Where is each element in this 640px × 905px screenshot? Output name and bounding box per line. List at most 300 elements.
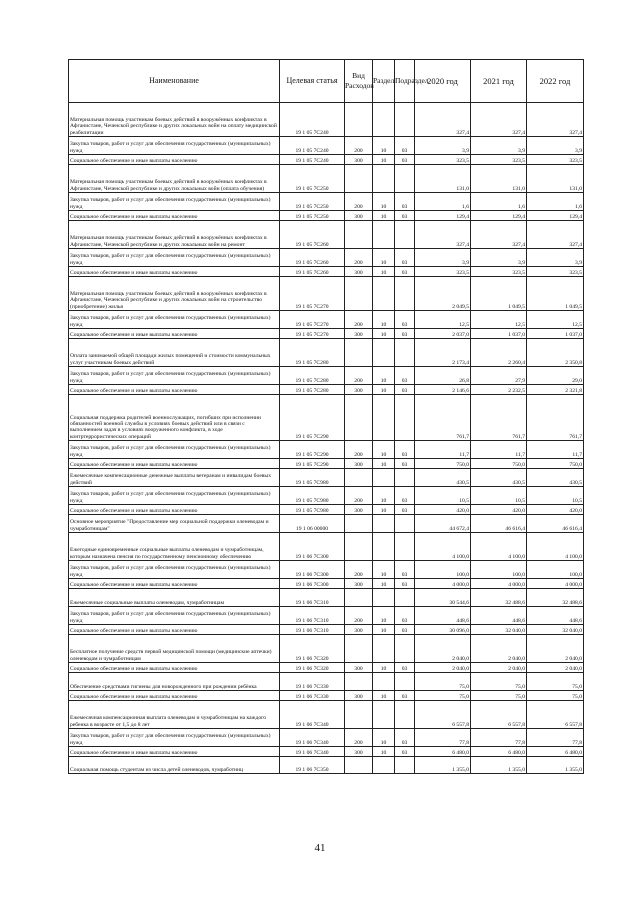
- row-value-2020: 2 146,6: [415, 385, 471, 395]
- row-expense-kind: 200: [345, 607, 373, 625]
- row-subsection: [395, 533, 415, 561]
- row-value-2022: 131,0: [527, 165, 584, 193]
- row-target-code: 19 1 06 7С330: [280, 691, 345, 701]
- row-section: [373, 701, 395, 729]
- row-expense-kind: 300: [345, 155, 373, 165]
- row-value-2021: 750,0: [471, 459, 527, 469]
- row-value-2021: 761,7: [471, 395, 527, 441]
- row-subsection: 03: [395, 155, 415, 165]
- row-subsection: 03: [395, 579, 415, 589]
- row-value-2020: 323,5: [415, 155, 471, 165]
- table-row: [69, 729, 584, 747]
- row-section: [373, 533, 395, 561]
- row-section: 10: [373, 747, 395, 757]
- row-value-2021: 12,5: [471, 311, 527, 329]
- table-row: [69, 487, 584, 505]
- row-value-2020: 2 040,0: [415, 663, 471, 673]
- row-section: [373, 221, 395, 249]
- table-row: [69, 339, 584, 367]
- table-row: [69, 137, 584, 155]
- row-subsection: [395, 589, 415, 607]
- row-target-code: 19 1 05 7С250: [280, 211, 345, 221]
- row-value-2021: 75,0: [471, 691, 527, 701]
- header-year-2021: 2021 год: [471, 60, 527, 103]
- row-value-2020: 6 557,8: [415, 701, 471, 729]
- row-name: Социальное обеспечение и иные выплаты населению: [69, 267, 280, 277]
- row-section: [373, 673, 395, 691]
- row-value-2020: 30 096,0: [415, 625, 471, 635]
- row-value-2021: 4 100,0: [471, 533, 527, 561]
- row-value-2022: 2 040,0: [527, 635, 584, 663]
- row-name: Социальная поддержка родителей военнослужащих, погибших при исполнении обязанностей военной службы в условиях боевых действий или в связи с выполнением задач в условиях вооруженного конфликта, в ходе контртеррористических операций: [69, 395, 280, 441]
- row-section: [373, 635, 395, 663]
- row-section: 10: [373, 193, 395, 211]
- row-value-2020: 2 173,4: [415, 339, 471, 367]
- row-expense-kind: [345, 165, 373, 193]
- row-name: Ежегодные единовременные социальные выплаты оленеводам и чумработницам, которым назначена пенсия по государственному пенсионному обеспечению: [69, 533, 280, 561]
- row-name: Социальное обеспечение и иные выплаты населению: [69, 579, 280, 589]
- row-subsection: [395, 277, 415, 311]
- row-expense-kind: 200: [345, 249, 373, 267]
- header-year-2022: 2022 год: [527, 60, 584, 103]
- table-row: [69, 747, 584, 757]
- row-expense-kind: [345, 395, 373, 441]
- row-section: [373, 339, 395, 367]
- header-section: Раздел: [373, 60, 395, 103]
- row-value-2021: 10,5: [471, 487, 527, 505]
- page-number: 41: [314, 842, 326, 854]
- row-section: [373, 277, 395, 311]
- table-row: [69, 193, 584, 211]
- table-row: [69, 469, 584, 487]
- row-name: Закупка товаров, работ и услуг для обеспечения государственных (муниципальных) нужд: [69, 311, 280, 329]
- row-expense-kind: [345, 103, 373, 137]
- table-row: [69, 311, 584, 329]
- row-value-2020: 11,7: [415, 441, 471, 459]
- header-name: Наименование: [69, 60, 280, 103]
- row-name: Социальная помощь студентам из числа детей оленеводов, чумработниц: [69, 757, 280, 774]
- row-name: Социальное обеспечение и иные выплаты населению: [69, 385, 280, 395]
- row-value-2021: 327,4: [471, 103, 527, 137]
- row-value-2022: 750,0: [527, 459, 584, 469]
- row-value-2020: 75,0: [415, 673, 471, 691]
- row-value-2020: 420,0: [415, 505, 471, 515]
- table-row: [69, 589, 584, 607]
- row-section: 10: [373, 385, 395, 395]
- row-target-code: 19 1 05 7С280: [280, 339, 345, 367]
- row-name: Материальная помощь участникам боевых действий в вооружённых конфликтах в Афганистане, Чеченской республике и других локальных войн на строительство (приобретение) жилья: [69, 277, 280, 311]
- table-row: [69, 459, 584, 469]
- row-target-code: 19 1 06 7С300: [280, 579, 345, 589]
- row-target-code: 19 1 05 7С260: [280, 221, 345, 249]
- row-value-2020: 77,8: [415, 729, 471, 747]
- row-expense-kind: 300: [345, 211, 373, 221]
- row-target-code: 19 1 05 7С270: [280, 277, 345, 311]
- row-value-2020: 3,9: [415, 137, 471, 155]
- row-value-2021: 323,5: [471, 267, 527, 277]
- row-subsection: 03: [395, 729, 415, 747]
- row-value-2022: 6 557,8: [527, 701, 584, 729]
- row-value-2020: 12,5: [415, 311, 471, 329]
- row-name: Социальное обеспечение и иные выплаты населению: [69, 505, 280, 515]
- row-target-code: 19 1 05 7С250: [280, 165, 345, 193]
- row-value-2022: 4 000,0: [527, 579, 584, 589]
- row-value-2020: 129,4: [415, 211, 471, 221]
- row-value-2020: 323,5: [415, 267, 471, 277]
- table-row: [69, 211, 584, 221]
- row-value-2021: 430,5: [471, 469, 527, 487]
- row-section: 10: [373, 561, 395, 579]
- row-target-code: 19 1 05 7С260: [280, 267, 345, 277]
- row-target-code: 19 1 06 7С300: [280, 561, 345, 579]
- row-subsection: 03: [395, 267, 415, 277]
- row-name: Социальное обеспечение и иные выплаты населению: [69, 747, 280, 757]
- row-value-2021: 2 040,0: [471, 635, 527, 663]
- row-value-2022: 420,0: [527, 505, 584, 515]
- row-subsection: [395, 103, 415, 137]
- row-value-2022: 12,5: [527, 311, 584, 329]
- row-value-2021: 32 040,0: [471, 625, 527, 635]
- row-section: [373, 103, 395, 137]
- row-value-2022: 761,7: [527, 395, 584, 441]
- row-section: [373, 515, 395, 533]
- row-expense-kind: [345, 757, 373, 774]
- row-value-2022: 1 037,0: [527, 329, 584, 339]
- table-row: [69, 533, 584, 561]
- row-subsection: 03: [395, 329, 415, 339]
- row-section: 10: [373, 441, 395, 459]
- row-value-2022: 3,9: [527, 137, 584, 155]
- table-row: [69, 673, 584, 691]
- row-expense-kind: 200: [345, 729, 373, 747]
- row-subsection: 03: [395, 747, 415, 757]
- row-value-2021: 2 232,5: [471, 385, 527, 395]
- row-expense-kind: [345, 701, 373, 729]
- row-expense-kind: [345, 533, 373, 561]
- row-expense-kind: 300: [345, 459, 373, 469]
- row-value-2022: 100,0: [527, 561, 584, 579]
- row-target-code: 19 1 06 00000: [280, 515, 345, 533]
- row-subsection: 03: [395, 137, 415, 155]
- row-target-code: 19 1 05 7С980: [280, 505, 345, 515]
- row-expense-kind: 300: [345, 663, 373, 673]
- row-section: 10: [373, 691, 395, 701]
- row-name: Закупка товаров, работ и услуг для обеспечения государственных (муниципальных) нужд: [69, 487, 280, 505]
- row-section: [373, 589, 395, 607]
- row-name: Материальная помощь участникам боевых действий в вооружённых конфликтах в Афганистане, Чеченской республике и других локальных войн на ремонт: [69, 221, 280, 249]
- row-name: Ежемесячные компенсационные денежные выплаты ветеранам и инвалидам боевых действий: [69, 469, 280, 487]
- table-row: [69, 757, 584, 774]
- row-value-2022: 10,5: [527, 487, 584, 505]
- row-section: 10: [373, 329, 395, 339]
- row-value-2022: 1 355,0: [527, 757, 584, 774]
- row-value-2021: 2 040,0: [471, 663, 527, 673]
- row-value-2021: 327,4: [471, 221, 527, 249]
- row-name: Социальное обеспечение и иные выплаты населению: [69, 691, 280, 701]
- row-value-2021: 6 557,8: [471, 701, 527, 729]
- row-value-2020: 4 100,0: [415, 533, 471, 561]
- row-section: 10: [373, 579, 395, 589]
- row-expense-kind: [345, 673, 373, 691]
- table-row: [69, 249, 584, 267]
- row-value-2021: 6 480,0: [471, 747, 527, 757]
- row-subsection: 03: [395, 211, 415, 221]
- row-value-2021: 27,9: [471, 367, 527, 385]
- row-target-code: 19 1 05 7С280: [280, 367, 345, 385]
- row-target-code: 19 1 05 7С280: [280, 385, 345, 395]
- row-name: Социальное обеспечение и иные выплаты населению: [69, 155, 280, 165]
- row-value-2022: 448,6: [527, 607, 584, 625]
- row-value-2021: 420,0: [471, 505, 527, 515]
- row-expense-kind: 200: [345, 441, 373, 459]
- table-row: [69, 515, 584, 533]
- table-row: [69, 267, 584, 277]
- row-name: Закупка товаров, работ и услуг для обеспечения государственных (муниципальных) нужд: [69, 561, 280, 579]
- row-target-code: 19 1 06 7С300: [280, 533, 345, 561]
- row-section: 10: [373, 625, 395, 635]
- table-row: [69, 367, 584, 385]
- row-target-code: 19 1 05 7С250: [280, 193, 345, 211]
- row-value-2020: 750,0: [415, 459, 471, 469]
- row-target-code: 19 1 06 7С320: [280, 663, 345, 673]
- row-target-code: 19 1 06 7С310: [280, 589, 345, 607]
- row-value-2020: 6 480,0: [415, 747, 471, 757]
- row-subsection: 03: [395, 561, 415, 579]
- table-row: [69, 395, 584, 441]
- row-value-2021: 2 260,4: [471, 339, 527, 367]
- row-value-2022: 430,5: [527, 469, 584, 487]
- header-subsection: Подраздел: [395, 60, 415, 103]
- row-value-2022: 32 040,0: [527, 625, 584, 635]
- row-target-code: 19 1 05 7С290: [280, 395, 345, 441]
- row-value-2022: 4 100,0: [527, 533, 584, 561]
- table-row: [69, 701, 584, 729]
- row-subsection: 03: [395, 367, 415, 385]
- row-value-2020: 4 000,0: [415, 579, 471, 589]
- row-section: 10: [373, 249, 395, 267]
- row-section: 10: [373, 729, 395, 747]
- row-subsection: 03: [395, 311, 415, 329]
- row-subsection: [395, 515, 415, 533]
- row-value-2021: 131,0: [471, 165, 527, 193]
- row-subsection: 03: [395, 441, 415, 459]
- row-section: 10: [373, 311, 395, 329]
- row-value-2021: 3,9: [471, 137, 527, 155]
- row-expense-kind: 200: [345, 193, 373, 211]
- table-row: [69, 607, 584, 625]
- row-value-2021: 448,6: [471, 607, 527, 625]
- row-expense-kind: [345, 277, 373, 311]
- row-target-code: 19 1 05 7С240: [280, 155, 345, 165]
- row-name: Бесплатное получение средств первой медицинской помощи (медицинские аптечки) оленеводам и чумработницам: [69, 635, 280, 663]
- row-value-2021: 11,7: [471, 441, 527, 459]
- row-target-code: 19 1 05 7С290: [280, 459, 345, 469]
- row-subsection: 03: [395, 249, 415, 267]
- table-row: [69, 385, 584, 395]
- table-row: [69, 625, 584, 635]
- row-section: 10: [373, 211, 395, 221]
- row-value-2021: 1 049,5: [471, 277, 527, 311]
- row-target-code: 19 1 06 7С310: [280, 607, 345, 625]
- row-value-2021: 323,5: [471, 155, 527, 165]
- row-expense-kind: [345, 635, 373, 663]
- row-value-2022: 327,4: [527, 221, 584, 249]
- header-expense-kind: Вид Расходов: [345, 60, 373, 103]
- row-expense-kind: 200: [345, 367, 373, 385]
- row-name: Закупка товаров, работ и услуг для обеспечения государственных (муниципальных) нужд: [69, 193, 280, 211]
- row-target-code: 19 1 06 7С330: [280, 673, 345, 691]
- row-value-2022: 323,5: [527, 155, 584, 165]
- row-value-2022: 1 049,5: [527, 277, 584, 311]
- row-section: 10: [373, 663, 395, 673]
- row-expense-kind: [345, 515, 373, 533]
- row-section: 10: [373, 607, 395, 625]
- row-name: Социальное обеспечение и иные выплаты населению: [69, 663, 280, 673]
- row-value-2021: 32 488,6: [471, 589, 527, 607]
- row-target-code: 19 1 05 7С980: [280, 469, 345, 487]
- row-value-2021: 77,8: [471, 729, 527, 747]
- row-value-2021: 129,4: [471, 211, 527, 221]
- row-subsection: 03: [395, 487, 415, 505]
- row-value-2020: 26,8: [415, 367, 471, 385]
- row-value-2022: 6 480,0: [527, 747, 584, 757]
- row-subsection: [395, 165, 415, 193]
- row-value-2022: 29,0: [527, 367, 584, 385]
- row-subsection: [395, 221, 415, 249]
- row-value-2022: 46 616,4: [527, 515, 584, 533]
- row-section: 10: [373, 137, 395, 155]
- row-value-2020: 448,6: [415, 607, 471, 625]
- row-value-2021: 100,0: [471, 561, 527, 579]
- row-value-2022: 3,9: [527, 249, 584, 267]
- row-value-2022: 32 488,6: [527, 589, 584, 607]
- row-name: Закупка товаров, работ и услуг для обеспечения государственных (муниципальных) нужд: [69, 607, 280, 625]
- row-subsection: 03: [395, 385, 415, 395]
- row-value-2020: 327,4: [415, 103, 471, 137]
- table-row: [69, 691, 584, 701]
- row-name: Материальная помощь участникам боевых действий в вооружённых конфликтах в Афганистане, Чеченской республике и других локальных войн (оплата обучения): [69, 165, 280, 193]
- row-value-2020: 131,0: [415, 165, 471, 193]
- row-expense-kind: [345, 469, 373, 487]
- table-row: [69, 635, 584, 663]
- row-value-2020: 1 355,0: [415, 757, 471, 774]
- row-value-2021: 1 037,0: [471, 329, 527, 339]
- row-subsection: 03: [395, 607, 415, 625]
- row-section: 10: [373, 505, 395, 515]
- row-section: 10: [373, 367, 395, 385]
- row-target-code: 19 1 05 7С980: [280, 487, 345, 505]
- row-value-2021: 1 355,0: [471, 757, 527, 774]
- table-row: [69, 663, 584, 673]
- row-value-2020: 75,0: [415, 691, 471, 701]
- row-expense-kind: 300: [345, 267, 373, 277]
- row-section: 10: [373, 155, 395, 165]
- row-name: Оплата занимаемой общей площади жилых помещений и стоимости коммунальных услуг участникам боевых действий: [69, 339, 280, 367]
- row-expense-kind: [345, 339, 373, 367]
- row-subsection: [395, 339, 415, 367]
- row-value-2020: 1,6: [415, 193, 471, 211]
- row-expense-kind: 300: [345, 625, 373, 635]
- row-subsection: 03: [395, 663, 415, 673]
- table-row: [69, 441, 584, 459]
- row-value-2021: 46 616,4: [471, 515, 527, 533]
- row-name: Ежемесячная компенсационная выплата оленеводам и чумработницам на каждого ребенка в возрасте от 1,5 до 8 лет: [69, 701, 280, 729]
- row-value-2020: 100,0: [415, 561, 471, 579]
- row-name: Закупка товаров, работ и услуг для обеспечения государственных (муниципальных) нужд: [69, 729, 280, 747]
- row-value-2020: 327,4: [415, 221, 471, 249]
- row-expense-kind: 300: [345, 329, 373, 339]
- row-subsection: [395, 395, 415, 441]
- row-target-code: 19 1 06 7С340: [280, 747, 345, 757]
- row-section: 10: [373, 267, 395, 277]
- row-subsection: 03: [395, 505, 415, 515]
- row-name: Основное мероприятие "Предоставление мер социальной поддержки оленеводам и чумработницам": [69, 515, 280, 533]
- row-expense-kind: [345, 589, 373, 607]
- row-value-2020: 2 040,0: [415, 635, 471, 663]
- row-name: Социальное обеспечение и иные выплаты населению: [69, 329, 280, 339]
- row-section: [373, 165, 395, 193]
- table-row: [69, 579, 584, 589]
- row-name: Закупка товаров, работ и услуг для обеспечения государственных (муниципальных) нужд: [69, 249, 280, 267]
- header-target-article: Целевая статья: [280, 60, 345, 103]
- table-row: [69, 165, 584, 193]
- table-row: [69, 221, 584, 249]
- row-target-code: 19 1 05 7С260: [280, 249, 345, 267]
- row-value-2022: 2 350,8: [527, 339, 584, 367]
- row-name: Социальное обеспечение и иные выплаты населению: [69, 459, 280, 469]
- row-subsection: 03: [395, 625, 415, 635]
- row-value-2020: 44 672,4: [415, 515, 471, 533]
- row-target-code: 19 1 06 7С350: [280, 757, 345, 774]
- row-name: Закупка товаров, работ и услуг для обеспечения государственных (муниципальных) нужд: [69, 441, 280, 459]
- row-value-2020: 761,7: [415, 395, 471, 441]
- row-value-2022: 2 040,0: [527, 663, 584, 673]
- row-value-2022: 77,8: [527, 729, 584, 747]
- row-section: [373, 395, 395, 441]
- row-target-code: 19 1 05 7С270: [280, 329, 345, 339]
- row-name: Социальное обеспечение и иные выплаты населению: [69, 211, 280, 221]
- row-value-2020: 10,5: [415, 487, 471, 505]
- table-row: [69, 329, 584, 339]
- row-target-code: 19 1 05 7С240: [280, 103, 345, 137]
- row-section: 10: [373, 487, 395, 505]
- row-value-2022: 1,6: [527, 193, 584, 211]
- row-value-2020: 30 544,6: [415, 589, 471, 607]
- row-subsection: 03: [395, 459, 415, 469]
- budget-table: [68, 59, 584, 774]
- row-name: Социальное обеспечение и иные выплаты населению: [69, 625, 280, 635]
- row-value-2022: 323,5: [527, 267, 584, 277]
- row-subsection: [395, 757, 415, 774]
- row-name: Материальная помощь участникам боевых действий в вооружённых конфликтах в Афганистане, Чеченской республике и других локальных войн на оплату медицинской реабилитации: [69, 103, 280, 137]
- row-value-2022: 75,0: [527, 673, 584, 691]
- row-section: [373, 469, 395, 487]
- header-year-2020: 2020 год: [415, 60, 471, 103]
- row-expense-kind: 300: [345, 691, 373, 701]
- row-target-code: 19 1 05 7С240: [280, 137, 345, 155]
- row-section: [373, 757, 395, 774]
- row-value-2022: 327,4: [527, 103, 584, 137]
- row-value-2020: 430,5: [415, 469, 471, 487]
- row-expense-kind: 200: [345, 487, 373, 505]
- row-expense-kind: [345, 221, 373, 249]
- row-expense-kind: 200: [345, 311, 373, 329]
- row-subsection: 03: [395, 193, 415, 211]
- row-target-code: 19 1 06 7С320: [280, 635, 345, 663]
- row-name: Обеспечение средствами гигиены для новорожденного при рождении ребёнка: [69, 673, 280, 691]
- row-value-2020: 3,9: [415, 249, 471, 267]
- row-expense-kind: 300: [345, 505, 373, 515]
